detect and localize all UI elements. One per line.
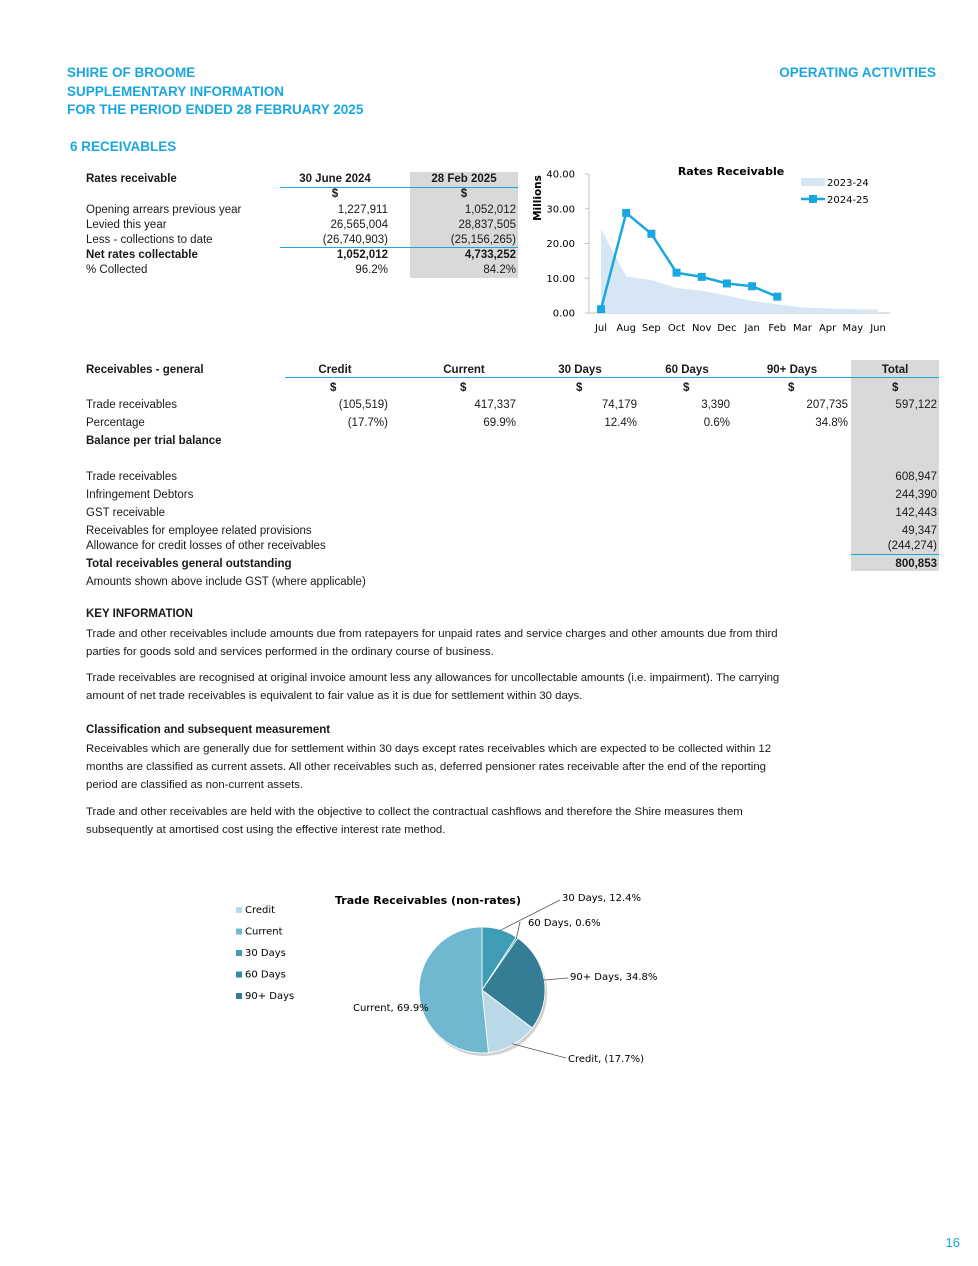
data-point-2024-25 [622, 209, 630, 217]
page-number: 16 [945, 1235, 960, 1250]
unit: $ [460, 382, 467, 394]
col-header-60-days: 60 Days [665, 364, 709, 376]
unit: $ [576, 382, 583, 394]
rates-row-label: Net rates collectable [86, 249, 198, 261]
rates-table-title: Rates receivable [86, 173, 177, 185]
y-tick-label: 30.00 [546, 204, 575, 216]
rates-row-feb: 84.2% [483, 264, 516, 276]
key-info-title: KEY INFORMATION [86, 608, 193, 620]
trade-credit: (105,519) [338, 399, 388, 411]
x-tick-label: Sep [641, 323, 661, 334]
section-label-right: OPERATING ACTIVITIES [779, 65, 936, 80]
pie-leader-line [543, 978, 568, 980]
data-point-2024-25 [698, 273, 706, 281]
legend-swatch-2023-24 [801, 178, 825, 186]
rates-col-june: 30 June 2024 [299, 173, 371, 185]
rates-row-june: 1,227,911 [337, 204, 388, 216]
col-header-credit: Credit [318, 364, 352, 376]
pct-30-days: 12.4% [604, 417, 637, 429]
x-tick-label: Feb [768, 323, 787, 334]
pct-60-days: 0.6% [703, 417, 730, 429]
pie-data-label: 90+ Days, 34.8% [570, 972, 658, 983]
y-tick-label: 10.00 [546, 273, 575, 285]
pie-data-label: Credit, (17.7%) [568, 1054, 645, 1065]
pie-leader-line [512, 1044, 566, 1058]
pie-data-label: 30 Days, 12.4% [562, 893, 641, 904]
balance-heading: Balance per trial balance [86, 435, 222, 447]
gst-note: Amounts shown above include GST (where applicable) [86, 576, 366, 588]
rates-row-feb: 28,837,505 [458, 219, 516, 231]
classification-paragraph: Receivables which are generally due for settlement within 30 days except rates receivables which are expected to be collected within 12 months are classified as current assets. All other receivables such as, deferred pensioner rates receivable after the end of the reporting period are classified as non-current assets. [86, 743, 772, 791]
section-title: 6 RECEIVABLES [70, 139, 177, 154]
balance-row-value: 244,390 [895, 489, 937, 501]
y-tick-label: 20.00 [546, 239, 575, 250]
legend-marker-2024-25 [809, 195, 817, 203]
pie-legend-swatch [236, 972, 242, 978]
data-point-2024-25 [673, 269, 681, 277]
balance-row-label: Allowance for credit losses of other receivables [86, 540, 326, 552]
unit: $ [788, 382, 795, 394]
trade-receivables-pie-chart [220, 880, 700, 1080]
balance-row-value: (244,274) [887, 540, 937, 552]
pie-legend-swatch [236, 929, 242, 935]
y-tick-label: 0.00 [552, 308, 575, 320]
pie-legend-label: 90+ Days [245, 991, 295, 1002]
trade-row-label: Trade receivables [86, 399, 177, 411]
col-header-90-days: 90+ Days [766, 364, 818, 376]
rates-unit-feb: $ [460, 188, 468, 200]
key-info-paragraph: Trade and other receivables include amounts due from ratepayers for unpaid rates and service charges and other amounts due from third parties for goods sold and services performed in the ordinary course of business. [86, 628, 778, 658]
balance-row-label: GST receivable [86, 507, 166, 519]
rates-row-label: Levied this year [86, 219, 167, 231]
series-area-2023-24 [601, 229, 878, 313]
x-tick-label: Dec [717, 323, 737, 334]
x-tick-label: Jul [594, 323, 608, 334]
rates-col-feb: 28 Feb 2025 [431, 173, 497, 185]
pie-legend-swatch [236, 907, 242, 913]
balance-row-value: 608,947 [895, 471, 937, 483]
key-info-paragraph: Trade receivables are recognised at original invoice amount less any allowances for uncollectable amounts (i.e. impairment). The carrying amount of net trade receivables is equivalent to fair value as it is due for settlement within 30 days. [86, 672, 780, 702]
rates-unit-june: $ [331, 188, 339, 200]
rates-row-label: % Collected [86, 264, 148, 276]
org-name: SHIRE OF BROOME [67, 65, 196, 80]
pie-legend-label: Current [245, 926, 283, 938]
rates-row-feb: (25,156,265) [450, 234, 516, 246]
pie-legend-label: 30 Days [245, 948, 286, 959]
pct-credit: (17.7%) [347, 417, 388, 429]
rates-row-june: (26,740,903) [322, 234, 388, 246]
x-tick-label: Aug [616, 323, 636, 334]
general-header-rule [285, 377, 939, 378]
chart-y-axis-label: Millions [532, 175, 544, 221]
x-tick-label: Jan [744, 323, 760, 334]
classification-paragraph: Trade and other receivables are held with the objective to collect the contractual cashflows and therefore the Shire measures them subsequently at amortised cost using the effective interest rate method. [86, 806, 743, 836]
data-point-2024-25 [773, 293, 781, 301]
total-label: Total receivables general outstanding [86, 558, 292, 570]
pie-legend-label: 60 Days [245, 969, 286, 981]
x-tick-label: May [842, 323, 864, 334]
data-point-2024-25 [597, 305, 605, 313]
pie-slice-current [419, 927, 488, 1053]
data-point-2024-25 [647, 230, 655, 238]
col-header-total: Total [881, 364, 909, 376]
y-tick-label: 40.00 [546, 169, 575, 181]
pie-legend-swatch [236, 993, 242, 999]
pie-legend-swatch [236, 950, 242, 956]
report-subtitle: SUPPLEMENTARY INFORMATION [67, 84, 285, 99]
percentage-row-label: Percentage [86, 417, 145, 429]
rates-row-feb: 4,733,252 [464, 249, 516, 261]
balance-row-value: 49,347 [901, 525, 937, 537]
total-value: 800,853 [895, 558, 937, 570]
trade-30-days: 74,179 [601, 399, 637, 411]
col-header-current: Current [443, 364, 485, 376]
rates-row-june: 1,052,012 [336, 249, 388, 261]
general-table-title: Receivables - general [86, 364, 204, 376]
balance-row-label: Receivables for employee related provisions [86, 525, 312, 537]
legend-label-2023-24: 2023-24 [827, 178, 869, 189]
pie-data-label: 60 Days, 0.6% [528, 918, 601, 929]
unit: $ [330, 382, 337, 394]
pct-current: 69.9% [483, 417, 516, 429]
trade-total: 597,122 [895, 399, 937, 411]
balance-row-label: Infringement Debtors [86, 489, 194, 501]
report-period: FOR THE PERIOD ENDED 28 FEBRUARY 2025 [67, 102, 364, 117]
chart-title: Rates Receivable [677, 165, 785, 178]
x-tick-label: Jun [870, 323, 886, 334]
x-tick-label: Oct [667, 323, 686, 334]
rates-row-label: Less - collections to date [86, 234, 213, 246]
data-point-2024-25 [723, 279, 731, 287]
trade-60-days: 3,390 [701, 399, 730, 411]
pie-title: Trade Receivables (non-rates) [334, 894, 522, 907]
unit: $ [892, 382, 899, 394]
balance-row-value: 142,443 [895, 507, 937, 519]
rates-receivable-chart [525, 160, 925, 340]
col-header-30-days: 30 Days [558, 364, 602, 376]
pie-legend-label: Credit [245, 905, 276, 916]
total-rule [851, 554, 939, 555]
unit: $ [683, 382, 690, 394]
trade-90-days: 207,735 [806, 399, 848, 411]
legend-label-2024-25: 2024-25 [827, 195, 869, 206]
pct-90-days: 34.8% [815, 417, 848, 429]
rates-row-label: Opening arrears previous year [86, 204, 242, 216]
x-tick-label: Apr [818, 323, 837, 334]
x-tick-label: Mar [793, 323, 812, 334]
x-tick-label: Nov [691, 323, 712, 334]
trade-current: 417,337 [474, 399, 516, 411]
rates-row-feb: 1,052,012 [464, 204, 516, 216]
rates-row-june: 96.2% [355, 264, 388, 276]
classification-title: Classification and subsequent measurement [86, 724, 331, 736]
pie-leader-line [516, 922, 520, 939]
pie-data-label: Current, 69.9% [353, 1003, 429, 1014]
balance-row-label: Trade receivables [86, 471, 177, 483]
rates-row-june: 26,565,004 [330, 219, 388, 231]
data-point-2024-25 [748, 282, 756, 290]
